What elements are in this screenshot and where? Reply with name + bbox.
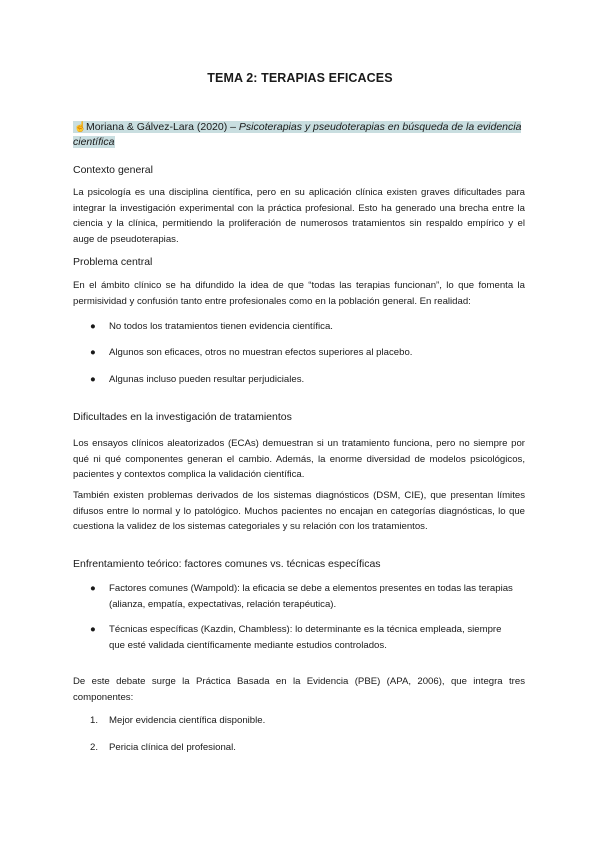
bullet-marker: ●	[90, 321, 96, 332]
heading-dificultades: Dificultades en la investigación de tratamientos	[73, 411, 292, 423]
list-item: ● Algunas incluso pueden resultar perjudiciales.	[90, 372, 520, 388]
paragraph-contexto: La psicología es una disciplina científica, pero en su aplicación clínica existen graves dificultades para integrar la investigación experimental con la práctica profesional. Esto ha generado una brecha entre la ciencia y la clínica, permitiendo la proliferación de numerosos tratamientos sin respaldo empírico y el auge de pseudoterapias.	[73, 187, 525, 245]
heading-problema: Problema central	[73, 256, 153, 268]
list-item: ● Técnicas específicas (Kazdin, Chambless): lo determinante es la técnica empleada, siempre que esté validada científicamente mediante estudios controlados.	[90, 624, 502, 651]
pointing-hand-icon: ☝	[74, 122, 87, 133]
citation-highlight	[73, 121, 521, 148]
paragraph-pbe: De este debate surge la Práctica Basada en la Evidencia (PBE) (APA, 2006), que integra tres componentes:	[73, 676, 525, 703]
list-item: 1. Mejor evidencia científica disponible.	[90, 713, 520, 729]
paragraph-problema: En el ámbito clínico se ha difundido la idea de que “todas las terapias funcionan”, lo que fomenta la permisividad y confusión tanto entre profesionales como en la población general. En realidad:	[73, 280, 525, 307]
bullet-marker: ●	[90, 624, 96, 635]
citation-work: Psicoterapias y pseudoterapias en búsqueda de la evidencia científica	[73, 121, 522, 148]
bullet-marker: ●	[90, 374, 96, 385]
list-item: 2. Pericia clínica del profesional.	[90, 740, 520, 756]
list-item: ● Algunos son eficaces, otros no muestran efectos superiores al placebo.	[90, 345, 520, 361]
bullet-marker: ●	[90, 583, 96, 594]
paragraph-dificultades-2: También existen problemas derivados de los sistemas diagnósticos (DSM, CIE), que presentan límites difusos entre lo normal y lo patológico. Muchos pacientes no encajan en categorías diagnósticas, lo que cuestiona la validez de los sistemas categoriales y su relación con los tratamientos.	[73, 490, 525, 532]
heading-contexto: Contexto general	[73, 164, 153, 176]
list-number: 2.	[90, 742, 99, 753]
citation-authors: Moriana & Gálvez-Lara (2020) –	[86, 121, 236, 133]
heading-enfrentamiento: Enfrentamiento teórico: factores comunes vs. técnicas específicas	[73, 558, 381, 570]
citation	[73, 120, 525, 149]
bullet-marker: ●	[90, 347, 96, 358]
list-item: ● Factores comunes (Wampold): la eficacia se debe a elementos presentes en todas las terapias (alianza, empatía, expectativas, relación terapéutica).	[90, 583, 513, 610]
list-item: ● No todos los tratamientos tienen evidencia científica.	[90, 319, 520, 335]
page-title: TEMA 2: TERAPIAS EFICACES	[207, 71, 393, 85]
paragraph-dificultades-1: Los ensayos clínicos aleatorizados (ECAs) demuestran si un tratamiento funciona, pero no siempre por qué ni qué componentes generan el cambio. Además, la enorme diversidad de modelos psicológicos, pacientes y contextos complica la validación científica.	[73, 438, 525, 480]
list-number: 1.	[90, 715, 99, 726]
